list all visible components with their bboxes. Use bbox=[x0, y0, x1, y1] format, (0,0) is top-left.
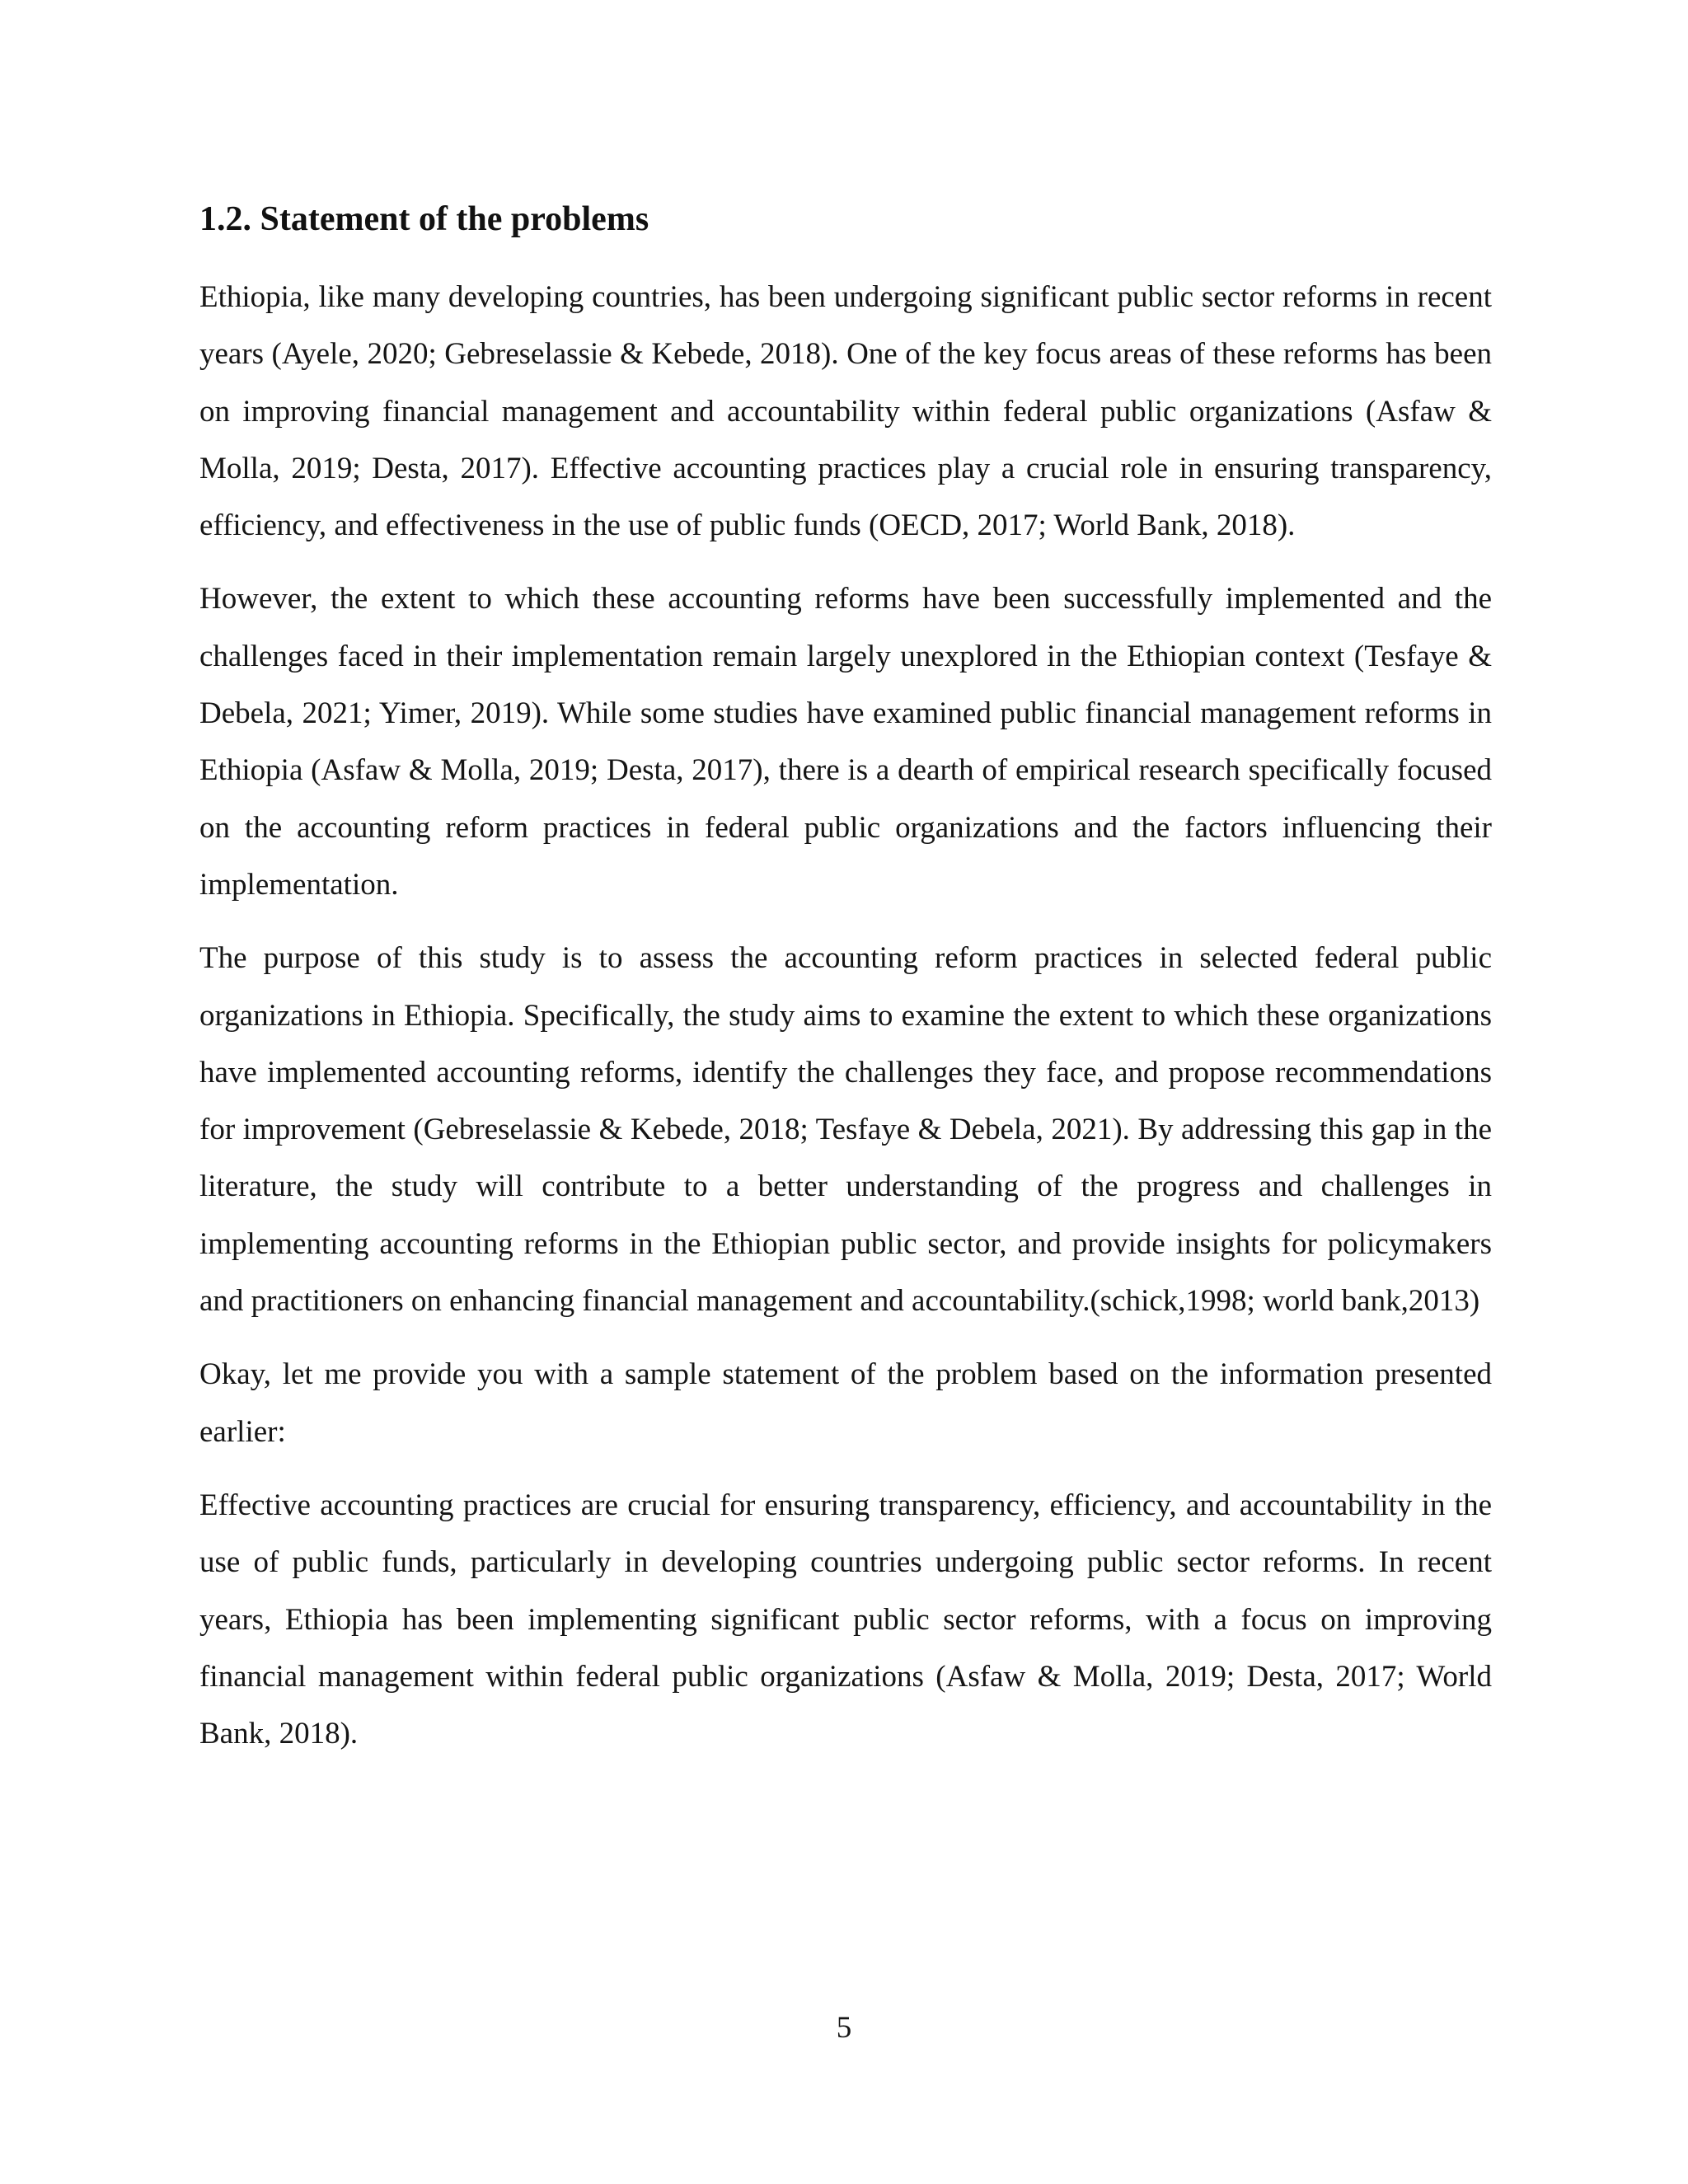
paragraph-4: Okay, let me provide you with a sample statement of the problem based on the information presented earlier: bbox=[199, 1357, 1492, 1449]
section-heading: 1.2. Statement of the problems bbox=[199, 200, 649, 238]
page-content bbox=[199, 196, 1492, 1779]
paragraph-2: However, the extent to which these accounting reforms have been successfully implemented and the challenges faced in their implementation remain largely unexplored in the Ethiopian context (Tesfaye & Debela, 2021; Yimer, 2019). While some studies have examined public financial management reforms in Ethiopia (Asfaw & Molla, 2019; Desta, 2017), there is a dearth of empirical research specifically focused on the accounting reform practices in federal public organizations and the factors influencing their implementation. bbox=[199, 582, 1492, 902]
page-number: 5 bbox=[836, 2011, 852, 2045]
paragraph-3: The purpose of this study is to assess the accounting reform practices in selected federal public organizations in Ethiopia. Specifically, the study aims to examine the extent to which these organizations have implemented accounting reforms, identify the challenges they face, and propose recommendations for improvement (Gebreselassie & Kebede, 2018; Tesfaye & Debela, 2021). By addressing this gap in the literature, the study will contribute to a better understanding of the progress and challenges in implementing accounting reforms in the Ethiopian public sector, and provide insights for policymakers and practitioners on enhancing financial management and accountability.(schick,1998; world bank,2013) bbox=[199, 941, 1492, 1319]
paragraph-5: Effective accounting practices are crucial for ensuring transparency, efficiency, and accountability in the use of public funds, particularly in developing countries undergoing public sector reforms. In recent years, Ethiopia has been implementing significant public sector reforms, with a focus on improving financial management within federal public organizations (Asfaw & Molla, 2019; Desta, 2017; World Bank, 2018). bbox=[199, 1488, 1492, 1751]
paragraph-1: Ethiopia, like many developing countries, has been undergoing significant public sector reforms in recent years (Ayele, 2020; Gebreselassie & Kebede, 2018). One of the key focus areas of these reforms has been on improving financial management and accountability within federal public organizations (Asfaw & Molla, 2019; Desta, 2017). Effective accounting practices play a crucial role in ensuring transparency, efficiency, and effectiveness in the use of public funds (OECD, 2017; World Bank, 2018). bbox=[199, 280, 1492, 543]
